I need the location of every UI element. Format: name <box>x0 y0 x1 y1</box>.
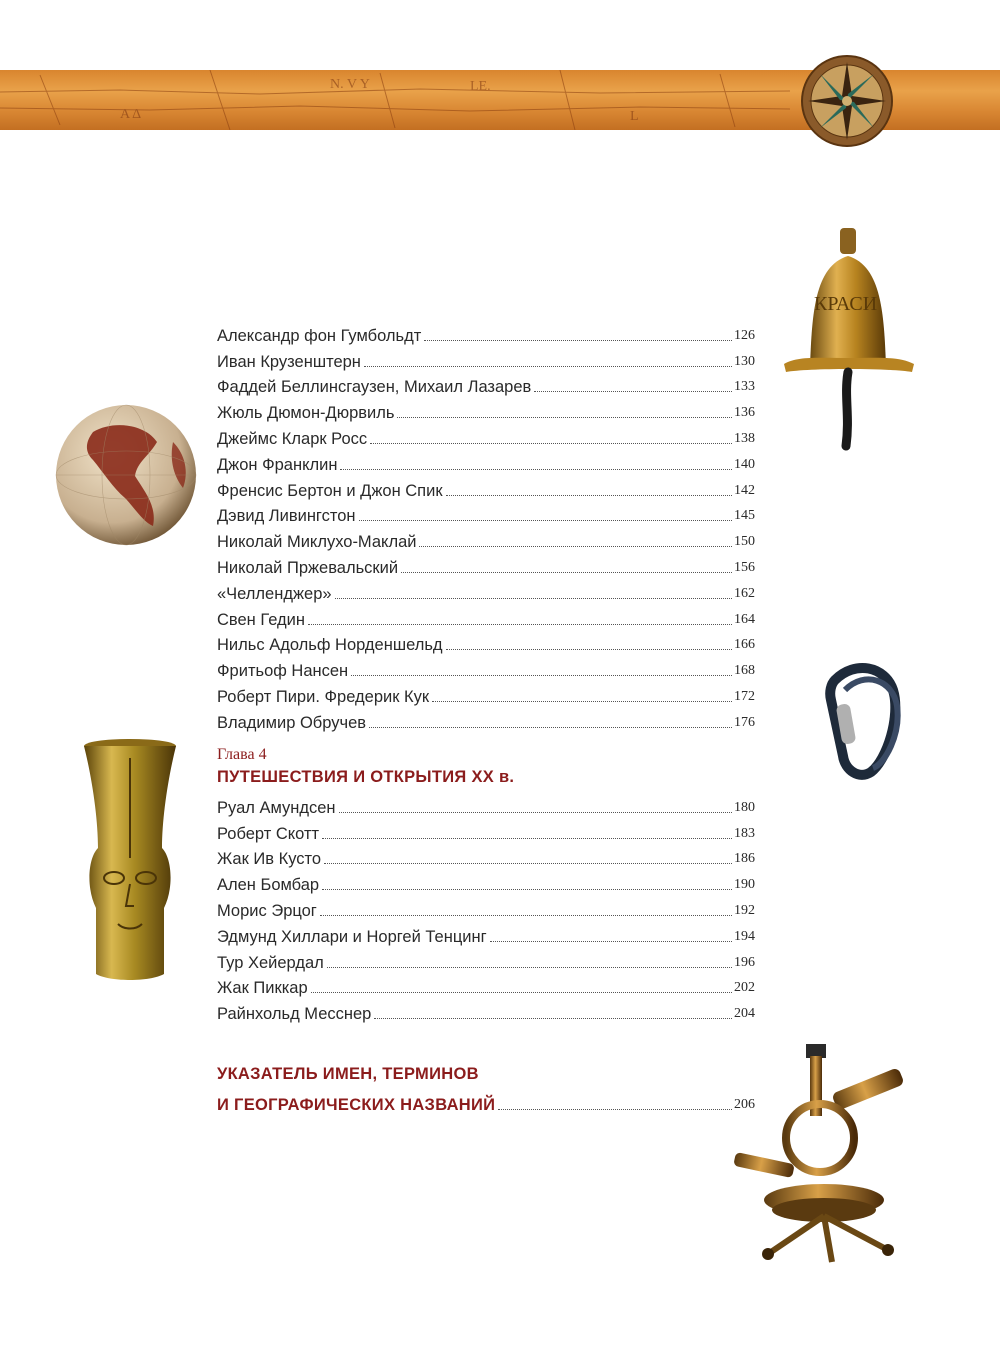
dot-leader <box>397 416 732 418</box>
toc-entry-title: Иван Крузенштерн <box>217 352 361 371</box>
toc-entry <box>217 397 755 423</box>
toc-entry-page: 150 <box>734 534 755 550</box>
dot-leader <box>498 1108 732 1110</box>
toc-entry <box>217 526 755 552</box>
dot-leader <box>424 339 732 341</box>
toc-entry-page: 180 <box>734 799 755 815</box>
toc-entry-page: 142 <box>734 482 755 498</box>
toc-entry-title: Морис Эрцог <box>217 901 317 920</box>
chapter-title: ПУТЕШЕСТВИЯ И ОТКРЫТИЯ XX в. <box>217 768 515 786</box>
toc-entry-title: Джеймс Кларк Росс <box>217 429 368 448</box>
toc-entry-title: Джон Франклин <box>217 455 338 474</box>
toc-entry-title: Владимир Обручев <box>217 713 367 732</box>
toc-entry-page: 164 <box>734 611 755 627</box>
toc-entry <box>217 681 755 707</box>
svg-text:L: L <box>630 109 639 124</box>
dot-leader <box>324 862 732 864</box>
globe-image <box>53 402 199 548</box>
dot-leader <box>320 914 732 916</box>
toc-entry <box>217 552 755 578</box>
toc-entry-title: Жак Ив Кусто <box>217 850 322 869</box>
toc-entry <box>217 501 755 527</box>
toc-entry-title: Жак Пиккар <box>217 979 308 998</box>
toc-entry-title: Нильс Адольф Норденшельд <box>217 636 443 655</box>
toc-entry-title: Френсис Бертон и Джон Спик <box>217 481 443 500</box>
toc-entry <box>217 998 755 1024</box>
toc-entry <box>217 630 755 656</box>
toc-entry <box>217 844 755 870</box>
toc-entry-page: 202 <box>734 980 755 996</box>
toc-entry <box>217 973 755 999</box>
ship-bell-image <box>778 226 920 452</box>
toc-entry-page: 133 <box>734 379 755 395</box>
dot-leader <box>308 623 732 625</box>
toc-entry-page: 145 <box>734 508 755 524</box>
toc-entry-title: Александр фон Гумбольдт <box>217 326 422 345</box>
dot-leader <box>340 468 732 470</box>
dot-leader <box>351 674 732 676</box>
toc-entry-page: 130 <box>734 353 755 369</box>
dot-leader <box>369 726 732 728</box>
toc-entry-page: 190 <box>734 877 755 893</box>
toc-entry-page: 196 <box>734 954 755 970</box>
toc-entry-title: Эдмунд Хиллари и Норгей Тенцинг <box>217 927 487 946</box>
carabiner-image <box>815 660 907 780</box>
index-entry <box>217 1089 755 1115</box>
toc-entry-page: 186 <box>734 851 755 867</box>
dot-leader <box>401 571 732 573</box>
toc-entry <box>217 869 755 895</box>
toc-entry <box>217 921 755 947</box>
dot-leader <box>490 940 732 942</box>
bell-inscription: КРАСИ <box>814 293 878 315</box>
dot-leader <box>339 811 732 813</box>
dot-leader <box>432 700 732 702</box>
toc-entry-title: Фритьоф Нансен <box>217 662 349 681</box>
toc-entry-page: 183 <box>734 825 755 841</box>
dot-leader <box>370 442 732 444</box>
dot-leader <box>322 888 732 890</box>
toc-entry-title: Роберт Пири. Фредерик Кук <box>217 687 430 706</box>
dot-leader <box>322 837 732 839</box>
toc-entry-page: 156 <box>734 559 755 575</box>
toc-entry <box>217 475 755 501</box>
svg-text:N. V Y: N. V Y <box>330 77 370 92</box>
toc-entry-page: 166 <box>734 637 755 653</box>
toc-entry <box>217 346 755 372</box>
toc-entry-title: Тур Хейердал <box>217 953 324 972</box>
toc-entry-page: 194 <box>734 928 755 944</box>
dot-leader <box>374 1017 732 1019</box>
toc-entry-page: 168 <box>734 663 755 679</box>
toc-entry-page: 126 <box>734 327 755 343</box>
toc-entry <box>217 449 755 475</box>
toc-entry <box>217 947 755 973</box>
toc-entry-page: 136 <box>734 405 755 421</box>
toc-entry <box>217 655 755 681</box>
dot-leader <box>534 390 732 392</box>
toc-entry-title: Свен Гедин <box>217 610 305 629</box>
compass-rose-icon <box>800 54 894 148</box>
toc-entry <box>217 423 755 449</box>
toc-entry-title: Ален Бомбар <box>217 876 320 895</box>
dot-leader <box>311 991 732 993</box>
toc-entry-title: Руал Амундсен <box>217 798 336 817</box>
toc-entry-page: 140 <box>734 456 755 472</box>
toc-entry <box>217 372 755 398</box>
dot-leader <box>335 597 732 599</box>
toc-entry <box>217 792 755 818</box>
toc-entry-title: Жюль Дюмон-Дюрвиль <box>217 404 395 423</box>
golden-vase-image <box>80 738 180 984</box>
theodolite-image <box>728 1040 918 1266</box>
toc-entry-title: Роберт Скотт <box>217 824 320 843</box>
toc-entry <box>217 895 755 921</box>
toc-entry <box>217 320 755 346</box>
dot-leader <box>446 494 732 496</box>
toc-entry-title: Дэвид Ливингстон <box>217 507 356 526</box>
toc-entry <box>217 578 755 604</box>
dot-leader <box>419 545 732 547</box>
index-heading-line1: УКАЗАТЕЛЬ ИМЕН, ТЕРМИНОВ <box>217 1065 479 1083</box>
toc-entry <box>217 707 755 733</box>
dot-leader <box>359 519 733 521</box>
toc-entry-page: 172 <box>734 688 755 704</box>
toc-entry-page: 204 <box>734 1006 755 1022</box>
svg-text:Α Δ: Α Δ <box>120 107 142 122</box>
toc-entry-page: 138 <box>734 430 755 446</box>
toc-entry <box>217 818 755 844</box>
dot-leader <box>446 648 732 650</box>
toc-entry-page: 162 <box>734 585 755 601</box>
toc-entry-title: Николай Миклухо-Маклай <box>217 533 417 552</box>
toc-section-explorers <box>217 320 755 733</box>
chapter-label: Глава 4 <box>217 746 267 763</box>
toc-entry <box>217 604 755 630</box>
toc-section-chapter4 <box>217 792 755 1024</box>
dot-leader <box>327 966 732 968</box>
toc-entry-title: Райнхольд Месснер <box>217 1005 372 1024</box>
index-heading-line2: И ГЕОГРАФИЧЕСКИХ НАЗВАНИЙ <box>217 1095 496 1114</box>
toc-entry-page: 176 <box>734 714 755 730</box>
dot-leader <box>364 365 732 367</box>
toc-entry-title: «Челленджер» <box>217 584 332 603</box>
toc-entry-title: Фаддей Беллинсгаузен, Михаил Лазарев <box>217 378 532 397</box>
svg-text:LE.: LE. <box>470 79 491 94</box>
index-page-number: 206 <box>734 1096 755 1112</box>
toc-entry-page: 192 <box>734 902 755 918</box>
toc-entry-title: Николай Пржевальский <box>217 558 399 577</box>
